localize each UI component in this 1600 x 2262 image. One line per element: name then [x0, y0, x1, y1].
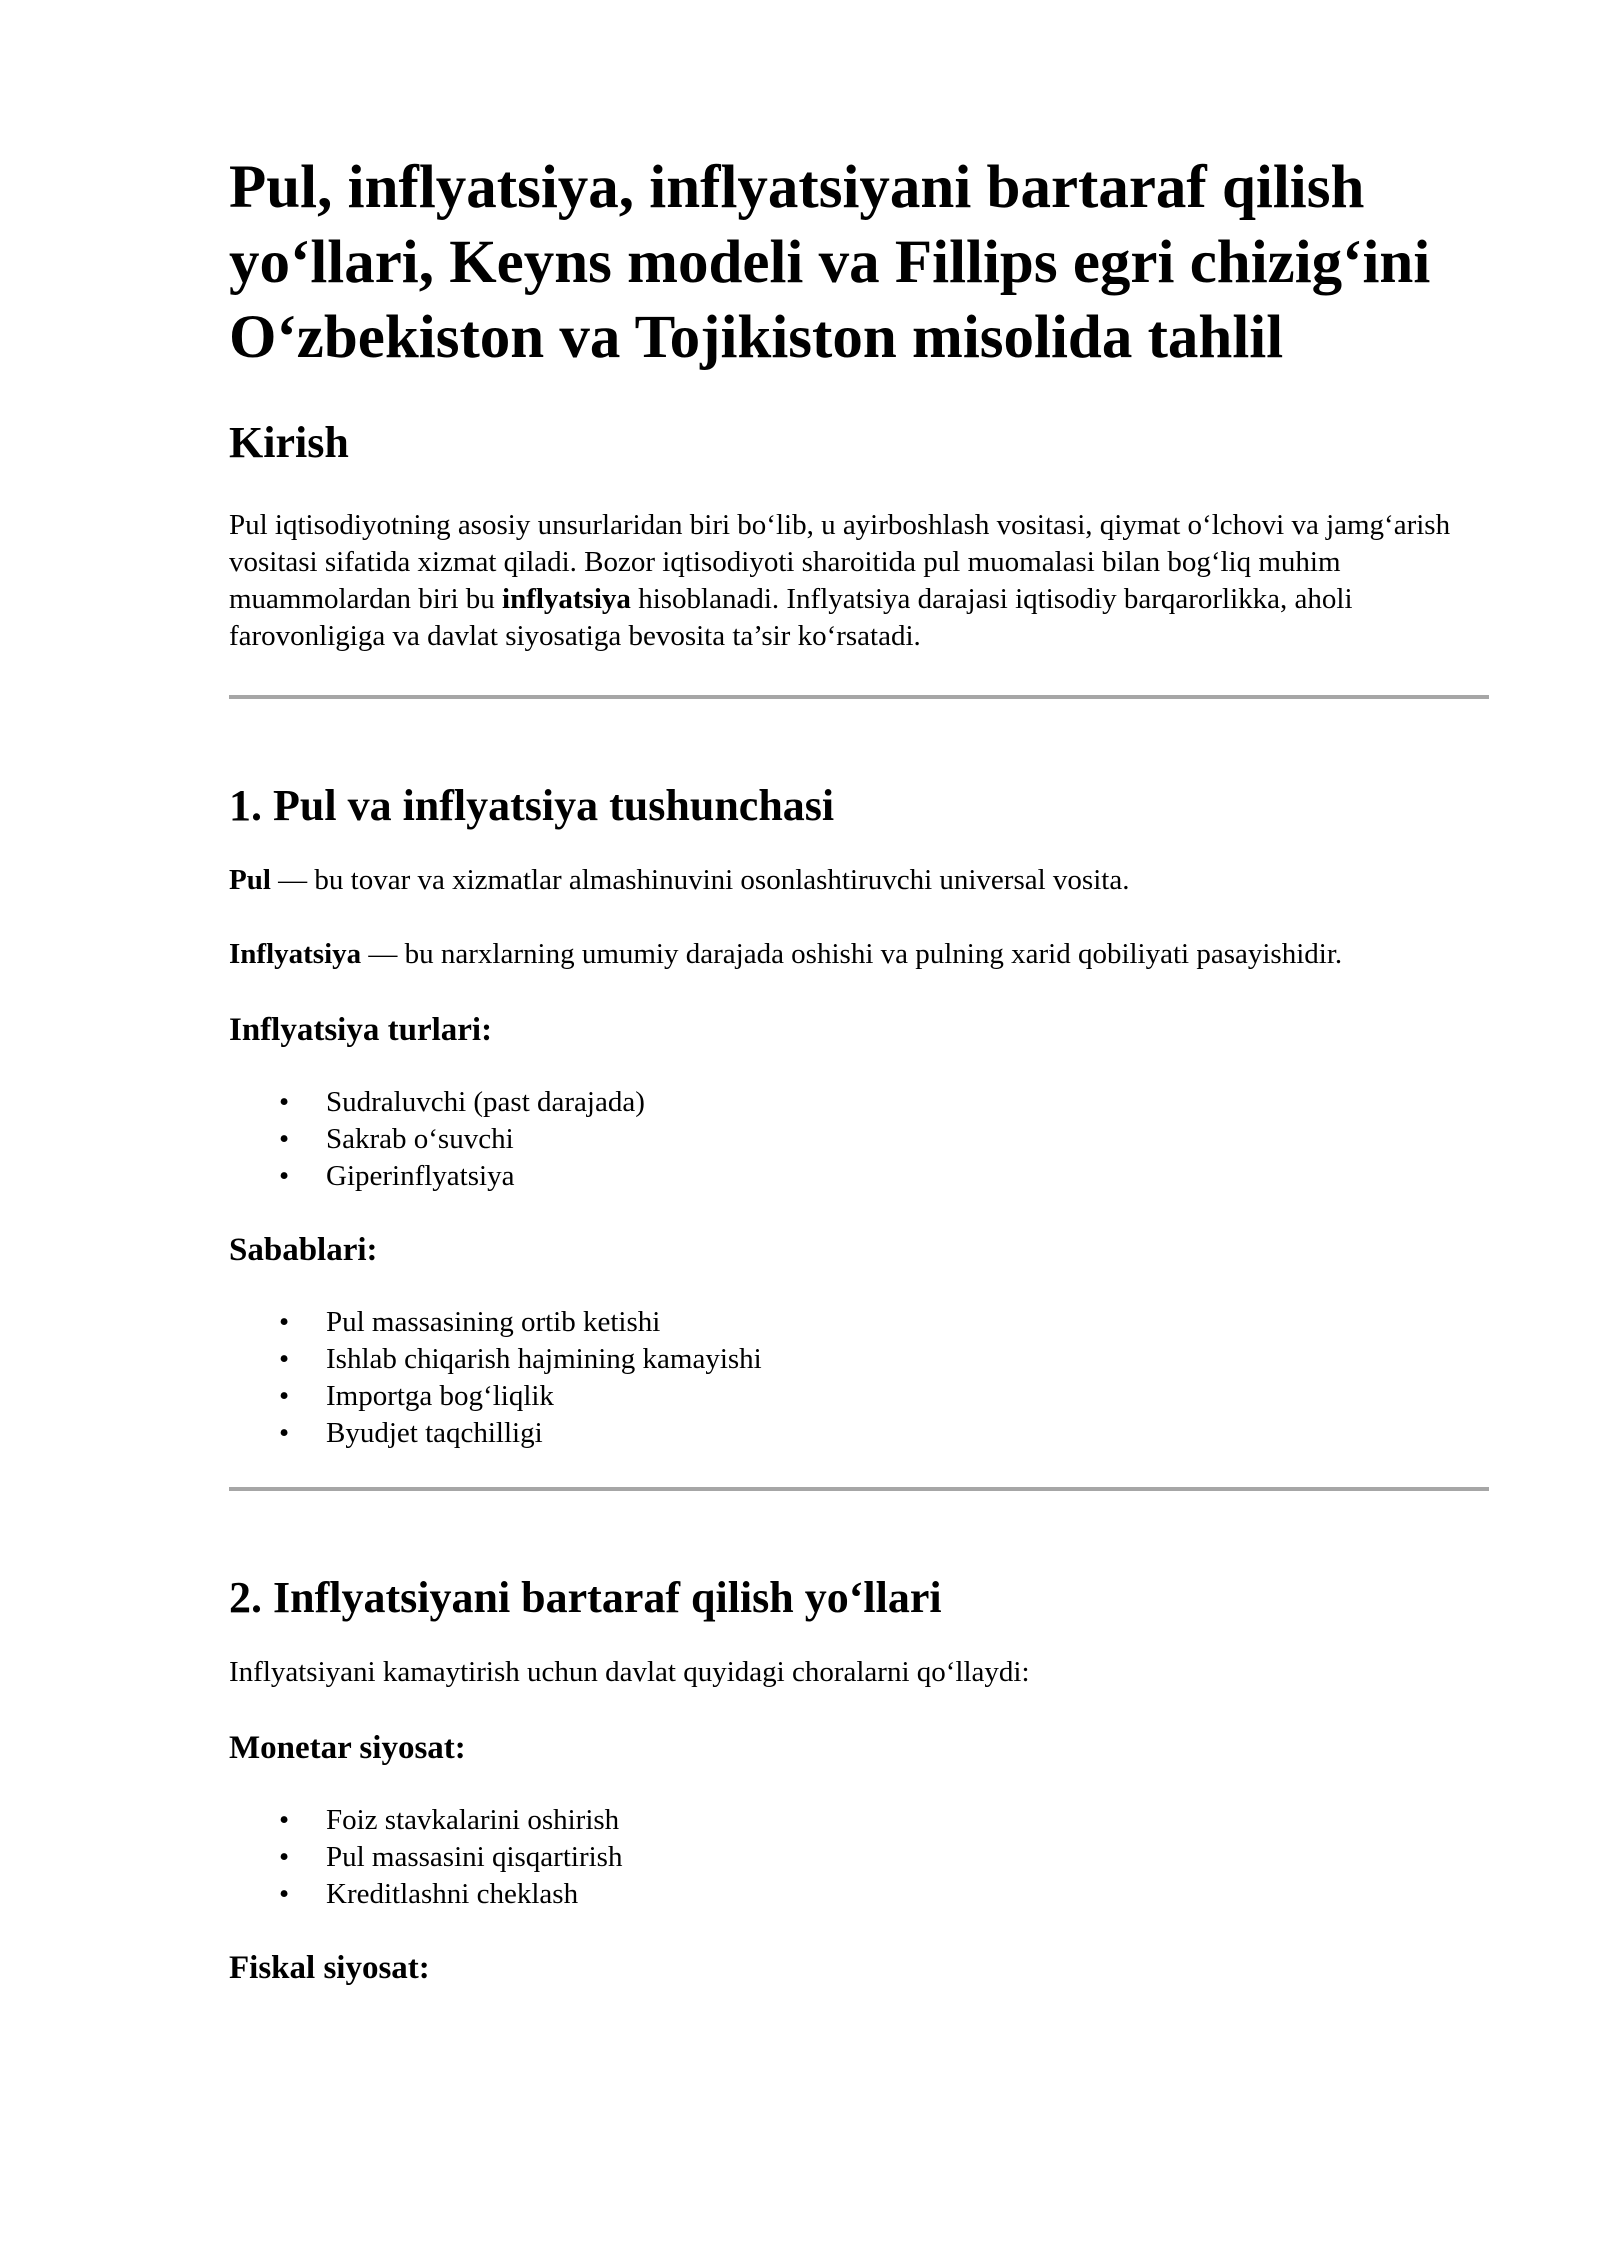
- section-1-heading: 1. Pul va inflyatsiya tushunchasi: [229, 781, 835, 830]
- list-item: • Pul massasini qisqartirish: [326, 1839, 1488, 1876]
- definition-inflyatsiya: [229, 936, 1488, 973]
- section-divider: [229, 1487, 1489, 1491]
- bullet-icon: •: [279, 1804, 290, 1836]
- bullet-icon: •: [279, 1878, 290, 1910]
- list-item: • Giperinflyatsiya: [326, 1158, 1488, 1195]
- list-item: • Importga bog‘liqlik: [326, 1378, 1488, 1415]
- bullet-icon: •: [279, 1086, 290, 1118]
- definition-inflyatsiya-term: Inflyatsiya: [229, 938, 362, 970]
- definition-inflyatsiya-text: — bu narxlarning umumiy darajada oshishi va pulning xarid qobiliyati pasayishidir.: [361, 938, 1343, 970]
- section-divider: [229, 695, 1489, 699]
- section-2-heading: 2. Inflyatsiyani bartaraf qilish yo‘llari: [229, 1573, 942, 1622]
- causes-heading: Sabablari:: [229, 1232, 378, 1268]
- inflation-types-list: [229, 1084, 1488, 1195]
- monetary-policy-list: [229, 1802, 1488, 1913]
- list-item: • Foiz stavkalarini oshirish: [326, 1802, 1488, 1839]
- list-item: • Kreditlashni cheklash: [326, 1876, 1488, 1913]
- list-item: • Pul massasining ortib ketishi: [326, 1304, 1488, 1341]
- bullet-icon: •: [279, 1417, 290, 1449]
- inflation-types-heading: Inflyatsiya turlari:: [229, 1012, 493, 1048]
- section-2-lead: Inflyatsiyani kamaytirish uchun davlat quyidagi choralarni qo‘llaydi:: [229, 1656, 1030, 1688]
- bullet-icon: •: [279, 1343, 290, 1375]
- intro-text-after: hisoblanadi. Inflyatsiya darajasi iqtisodiy barqarorlikka, aholi farovonligiga va davlat siyosatiga bevosita ta’sir ko‘rsatadi.: [229, 583, 1353, 652]
- list-item: • Byudjet taqchilligi: [326, 1415, 1488, 1452]
- bullet-icon: •: [279, 1160, 290, 1192]
- bullet-icon: •: [279, 1123, 290, 1155]
- intro-bold-term: inflyatsiya: [502, 583, 631, 615]
- list-item: • Ishlab chiqarish hajmining kamayishi: [326, 1341, 1488, 1378]
- bullet-icon: •: [279, 1380, 290, 1412]
- document-title: Pul, inflyatsiya, inflyatsiyani bartaraf qilish yo‘llari, Keyns modeli va Fillips egri chizig‘ini O‘zbekiston va Tojikiston misolida tahlil: [229, 154, 1431, 371]
- intro-heading: Kirish: [229, 418, 349, 467]
- monetary-policy-heading: Monetar siyosat:: [229, 1730, 466, 1766]
- bullet-icon: •: [279, 1306, 290, 1338]
- list-item: • Sudraluvchi (past darajada): [326, 1084, 1488, 1121]
- intro-paragraph: [229, 507, 1489, 655]
- definition-pul-term: Pul: [229, 864, 271, 896]
- bullet-icon: •: [279, 1841, 290, 1873]
- list-item: • Sakrab o‘suvchi: [326, 1121, 1488, 1158]
- fiscal-policy-heading: Fiskal siyosat:: [229, 1950, 430, 1986]
- causes-list: [229, 1304, 1488, 1452]
- definition-pul-text: — bu tovar va xizmatlar almashinuvini osonlashtiruvchi universal vosita.: [270, 864, 1130, 896]
- intro-text-before: Pul iqtisodiyotning asosiy unsurlaridan biri bo‘lib, u ayirboshlash vositasi, qiymat o‘lchovi va jamg‘arish vositasi sifatida xizmat qiladi. Bozor iqtisodiyoti sharoitida pul muomalasi bilan bog‘liq muhim muammolardan biri bu: [229, 509, 1451, 615]
- definition-pul: [229, 862, 1488, 899]
